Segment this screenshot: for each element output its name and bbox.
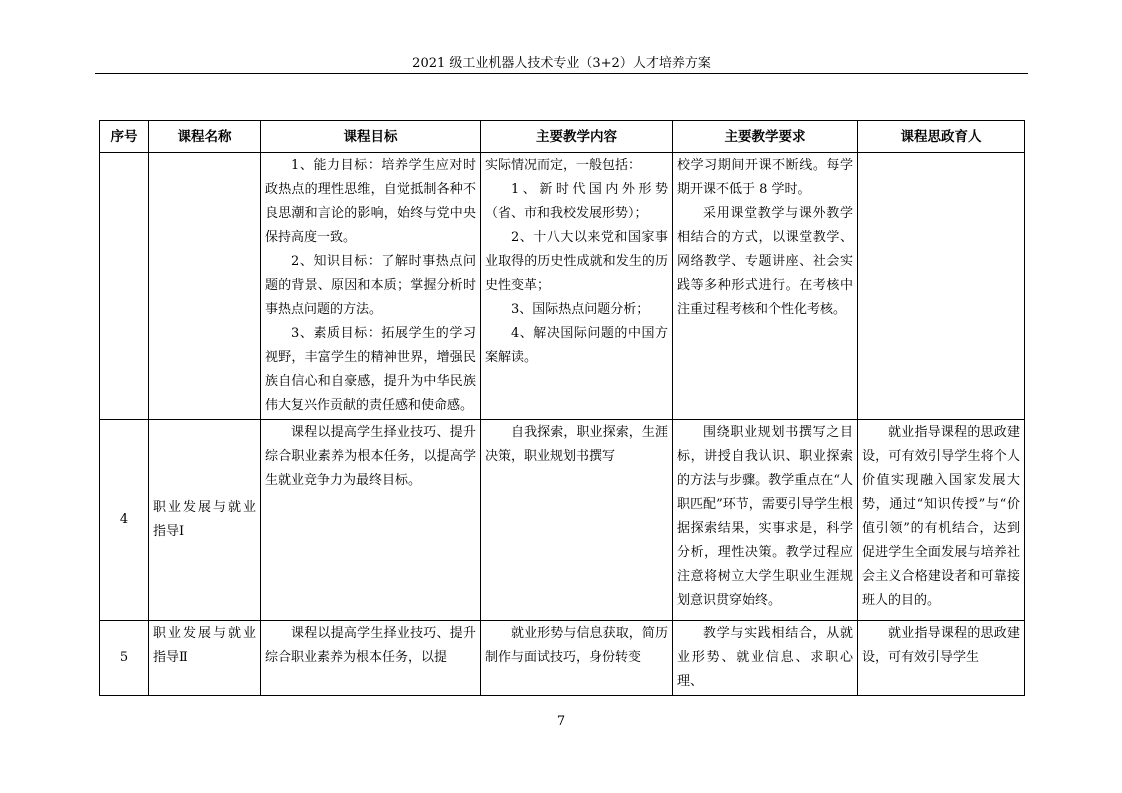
column-header-ideological-education: 课程思政育人 <box>858 121 1025 153</box>
column-header-teaching-requirements: 主要教学要求 <box>673 121 858 153</box>
row-course-goals <box>261 621 481 696</box>
page-number: 7 <box>556 714 566 729</box>
row-seq: 4 <box>100 420 149 621</box>
requirement-item: 围绕职业规划书撰写之目标，讲授自我认识、职业探索的方法与步骤。教学重点在“人职匹配”环节，需要引导学生根据探索结果，实事求是，科学分析，理性决策。教学过程应注意将树立大学生职业生涯规划意识贯穿始终。 <box>677 425 853 608</box>
row-ideological-education <box>858 153 1025 420</box>
row-teaching-content <box>481 621 673 696</box>
column-header-course-goals: 课程目标 <box>261 121 481 153</box>
row-seq: 5 <box>100 621 149 696</box>
content-lead: 实际情况而定，一般包括： <box>485 158 642 173</box>
row-seq <box>100 153 149 420</box>
row-ideological-education <box>858 420 1025 621</box>
row-teaching-requirements <box>673 420 858 621</box>
content-item: 3、国际热点问题分析； <box>511 302 650 317</box>
requirement-item: 教学与实践相结合，从就业形势、就业信息、求职心理、 <box>677 626 853 689</box>
goal-item: 课程以提高学生择业技巧、提升综合职业素养为根本任务，以提 <box>265 626 476 665</box>
row-course-name: 职业发展与就业指导Ⅱ <box>149 621 261 696</box>
row-course-goals <box>261 153 481 420</box>
requirement-item: 采用课堂教学与课外教学相结合的方式，以课堂教学、网络教学、专题讲座、社会实践等多种形式进行。在考核中注重过程考核和个性化考核。 <box>677 206 853 317</box>
course-table <box>99 120 1025 696</box>
row-teaching-requirements <box>673 153 858 420</box>
row-teaching-content <box>481 153 673 420</box>
column-header-teaching-content: 主要教学内容 <box>481 121 673 153</box>
column-header-seq: 序号 <box>100 121 149 153</box>
table-header-row <box>100 121 1025 153</box>
goal-item: 课程以提高学生择业技巧、提升综合职业素养为根本任务，以提高学生就业竞争力为最终目标。 <box>265 425 476 488</box>
row-teaching-content <box>481 420 673 621</box>
document-header-title: 2021 级工业机器人技术专业（3+2）人才培养方案 <box>412 56 711 71</box>
row-course-name <box>149 153 261 420</box>
row-ideological-education <box>858 621 1025 696</box>
ideology-text: 就业指导课程的思政建设，可有效引导学生将个人价值实现融入国家发展大势，通过“知识传授”与“价值引领”的有机结合，达到促进学生全面发展与培养社会主义合格建设者和可靠接班人的目的。 <box>862 425 1020 608</box>
content-item: 4、解决国际问题的中国方案解读。 <box>485 326 668 365</box>
content-item: 就业形势与信息获取，简历制作与面试技巧，身份转变 <box>485 626 668 665</box>
row-teaching-requirements <box>673 621 858 696</box>
header-rule <box>95 73 1028 74</box>
row-course-goals <box>261 420 481 621</box>
table-row <box>100 153 1025 420</box>
column-header-course-name: 课程名称 <box>149 121 261 153</box>
goal-item: 3、素质目标：拓展学生的学习视野，丰富学生的精神世界，增强民族自信心和自豪感，提升为中华民族伟大复兴作贡献的责任感和使命感。 <box>265 326 476 413</box>
ideology-text: 就业指导课程的思政建设，可有效引导学生 <box>862 626 1020 665</box>
content-item: 2、十八大以来党和国家事业取得的历史性成就和发生的历史性变革； <box>485 230 668 293</box>
goal-item: 1、能力目标：培养学生应对时政热点的理性思维，自觉抵制各种不良思潮和言论的影响，始终与党中央保持高度一致。 <box>265 158 476 245</box>
requirement-lead: 校学习期间开课不断线。每学期开课不低于 8 学时。 <box>677 158 853 197</box>
row-course-name: 职业发展与就业指导Ⅰ <box>149 420 261 621</box>
table-row <box>100 621 1025 696</box>
content-item: 自我探索，职业探索，生涯决策，职业规划书撰写 <box>485 425 668 464</box>
table-row <box>100 420 1025 621</box>
content-item: 1、新时代国内外形势（省、市和我校发展形势）； <box>485 182 668 221</box>
goal-item: 2、知识目标：了解时事热点问题的背景、原因和本质；掌握分析时事热点问题的方法。 <box>265 254 476 317</box>
